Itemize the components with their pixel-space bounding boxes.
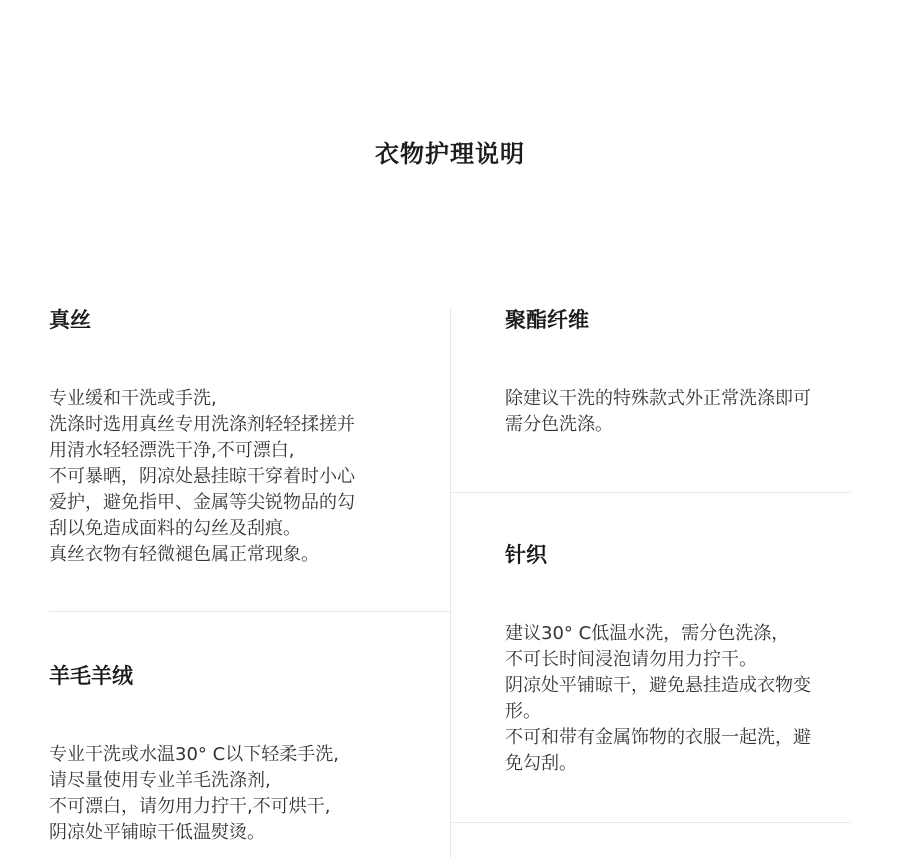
care-text-line: 阴凉处平铺晾干，避免悬挂造成衣物变 bbox=[505, 675, 811, 696]
section-heading-polyester: 聚酯纤维 bbox=[505, 308, 589, 332]
section-body-silk bbox=[49, 386, 409, 568]
section-heading-knit: 针织 bbox=[505, 543, 547, 567]
care-text-line: 免勾刮。 bbox=[505, 753, 577, 774]
care-text-line: 爱护，避免指甲、金属等尖锐物品的勾 bbox=[49, 492, 355, 513]
care-text-line: 洗涤时选用真丝专用洗涤剂轻轻揉搓并 bbox=[49, 414, 355, 435]
care-text-line: 阴凉处平铺晾干低温熨烫。 bbox=[49, 822, 265, 843]
care-text-line: 需分色洗涤。 bbox=[505, 414, 613, 435]
care-text-line: 不可暴晒，阴凉处悬挂晾干穿着时小心 bbox=[49, 466, 355, 487]
section-divider-silk-wool bbox=[49, 611, 451, 612]
page-title: 衣物护理说明 bbox=[375, 140, 525, 169]
care-text-line: 形。 bbox=[505, 701, 541, 722]
column-divider bbox=[450, 308, 451, 858]
care-text-line: 请尽量使用专业羊毛洗涤剂, bbox=[49, 770, 271, 791]
care-section-wool bbox=[49, 662, 409, 846]
care-text-line: 不可长时间浸泡请勿用力拧干。 bbox=[505, 649, 757, 670]
section-heading-wool: 羊毛羊绒 bbox=[49, 664, 133, 688]
care-text-line: 建议30° C低温水洗，需分色洗涤， bbox=[505, 623, 790, 644]
section-divider-knit-bottom bbox=[451, 822, 851, 823]
section-heading-silk: 真丝 bbox=[49, 308, 91, 332]
section-body-wool bbox=[49, 742, 409, 846]
care-text-line: 用清水轻轻漂洗干净,不可漂白, bbox=[49, 440, 295, 461]
care-section-polyester bbox=[505, 306, 865, 438]
section-body-knit bbox=[505, 621, 865, 777]
care-text-line: 专业干洗或水温30° C以下轻柔手洗, bbox=[49, 744, 339, 765]
care-text-line: 不可和带有金属饰物的衣服一起洗，避 bbox=[505, 727, 811, 748]
care-text-line: 真丝衣物有轻微褪色属正常现象。 bbox=[49, 544, 319, 565]
care-section-knit bbox=[505, 541, 865, 777]
care-text-line: 除建议干洗的特殊款式外正常洗涤即可 bbox=[505, 388, 811, 409]
care-text-line: 刮以免造成面料的勾丝及刮痕。 bbox=[49, 518, 301, 539]
section-divider-polyester-knit bbox=[451, 492, 851, 493]
care-section-silk bbox=[49, 306, 409, 568]
care-text-line: 不可漂白，请勿用力拧干,不可烘干, bbox=[49, 796, 331, 817]
care-text-line: 专业缓和干洗或手洗, bbox=[49, 388, 217, 409]
section-body-polyester bbox=[505, 386, 865, 438]
